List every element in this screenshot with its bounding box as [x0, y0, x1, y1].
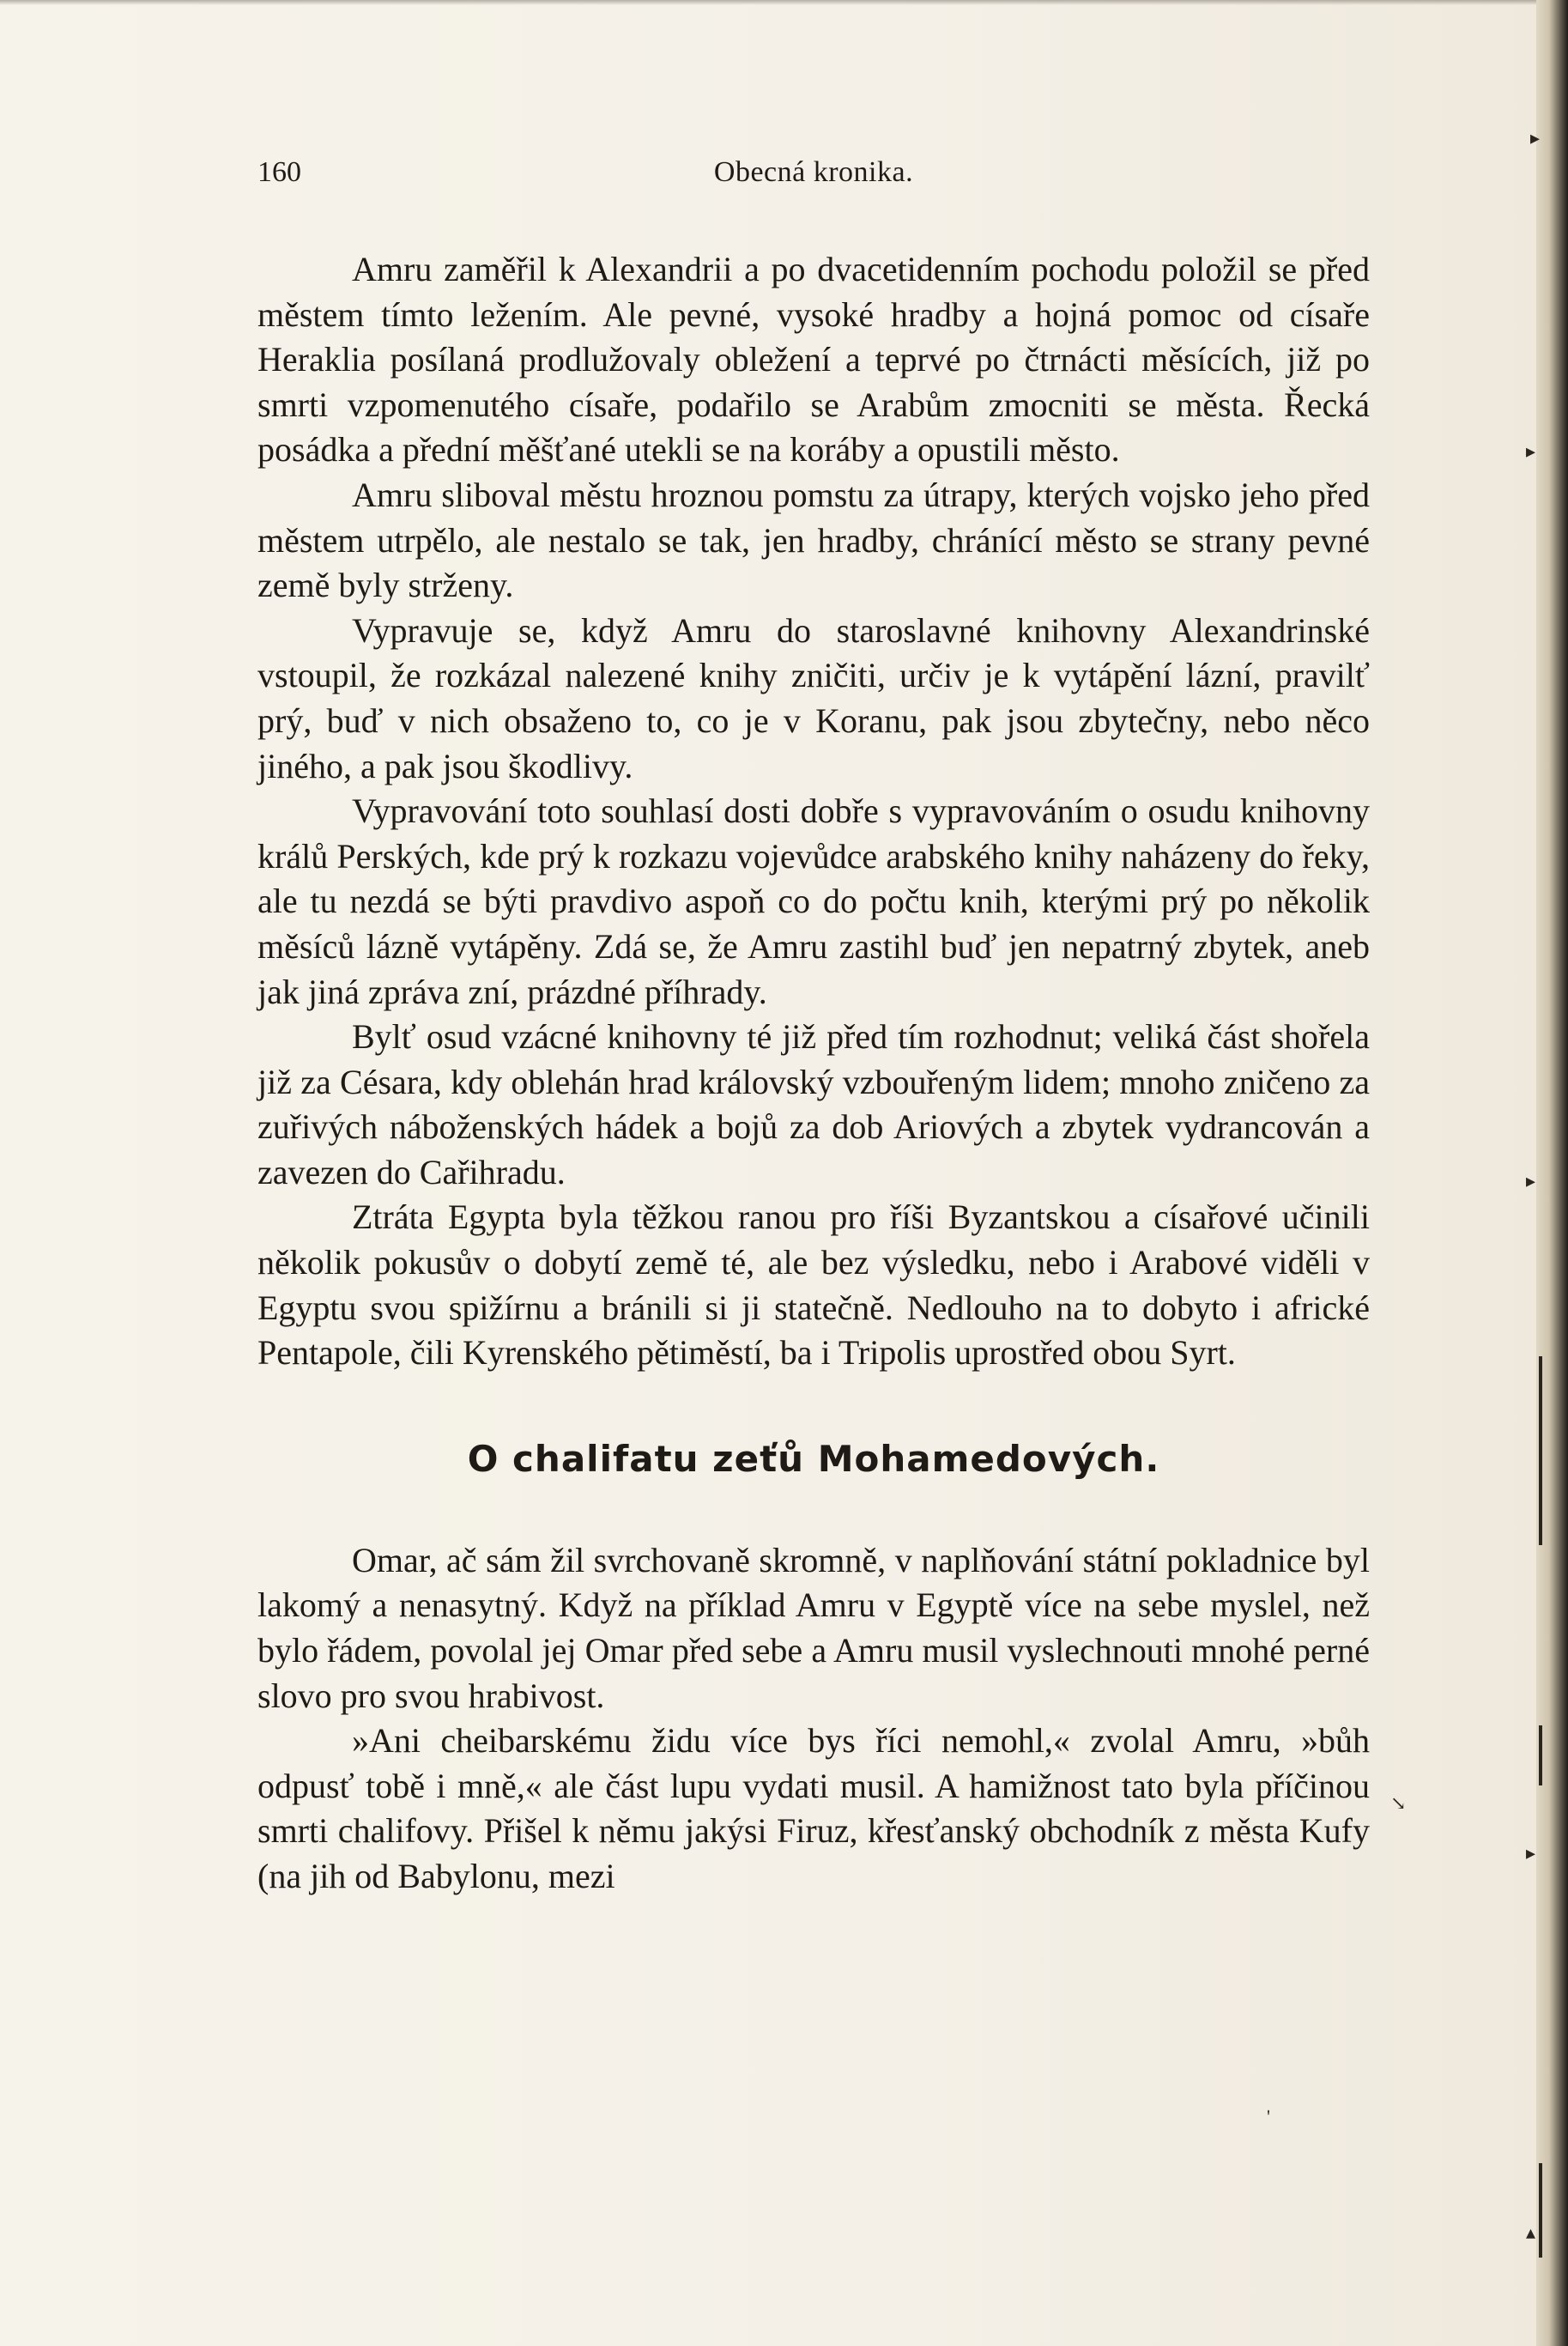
- margin-line: [1539, 2163, 1542, 2258]
- paragraph: Omar, ač sám žil svrchovaně skromně, v naplňování státní pokladnice byl lakomý a nenasytný. Když na příklad Amru v Egyptě více na sebe myslel, než bylo řádem, povolal jej Omar před sebe a Amru musil vyslechnouti mnohé perné slovo pro svou hrabivost.: [257, 1540, 1370, 1715]
- running-title: Obecná kronika.: [713, 156, 914, 188]
- paragraph: »Ani cheibarskému židu více bys říci nemohl,« zvolal Amru, »bůh odpusť tobě i mně,« ale část lupu vydati musil. A hamižnost tato byla příčinou smrti chalifovy. Přišel k němu jakýsi Firuz, křesťanský obchodník z města Kufy (na jih od Babylonu, mezi: [257, 1721, 1370, 1895]
- margin-mark: ▴: [1526, 2222, 1536, 2243]
- paragraph: Amru sliboval městu hroznou pomstu za útrapy, kterých vojsko jeho před městem utrpělo, ale nestalo se tak, jen hradby, chránící město se strany pevné země byly strženy.: [257, 475, 1370, 605]
- margin-mark: ▸: [1526, 440, 1536, 462]
- running-head: [257, 156, 1370, 199]
- paragraph: Amru zaměřil k Alexandrii a po dvacetidenním pochodu položil se před městem tímto ležením. Ale pevné, vysoké hradby a hojná pomoc od císaře Heraklia posílaná prodlužovaly obležení a teprvé po čtrnácti měsících, již po smrti vzpomenutého císaře, podařilo se Arabům zmocniti se města. Řecká posádka a přední měšťané utekli se na koráby a opustili město.: [257, 250, 1370, 470]
- page-number: 160: [257, 156, 301, 188]
- paragraph: Vypravování toto souhlasí dosti dobře s vypravováním o osudu knihovny králů Perských, kde prý k rozkazu vojevůdce arabského knihy naházeny do řeky, ale tu nezdá se býti pravdivo aspoň co do počtu knih, kterými prý po několik měsíců lázně vytápěny. Zdá se, že Amru zastihl buď jen nepatrný zbytek, aneb jak jiná zpráva zní, prázdné příhrady.: [257, 791, 1370, 1011]
- paragraph: Vypravuje se, když Amru do staroslavné knihovny Alexandrinské vstoupil, že rozkázal nalezené knihy zničiti, určiv je k vytápění lázní, pravilť prý, buď v nich obsaženo to, co je v Koranu, pak jsou zbytečny, nebo něco jiného, a pak jsou škodlivy.: [257, 610, 1370, 785]
- section-heading: O chalifatu zeťů Mohamedových.: [467, 1437, 1160, 1480]
- top-shadow: [0, 0, 1536, 5]
- margin-mark: ▸: [1526, 1170, 1536, 1191]
- margin-mark: ': [1267, 2106, 1270, 2127]
- paragraph: Ztráta Egypta byla těžkou ranou pro říši Byzantskou a císařové učinili několik pokusův o dobytí země té, ale bez výsledku, nebo i Arabové viděli v Egyptu svou spižírnu a bránili si ji statečně. Nedlouho na to dobyto i africké Pentapole, čili Kyrenského pětiměstí, ba i Tripolis uprostřed obou Syrt.: [257, 1197, 1370, 1373]
- paragraph: Bylť osud vzácné knihovny té již před tím rozhodnut; veliká část shořela již za Césara, kdy oblehán hrad královský vzbouřeným lidem; mnoho zničeno za zuřivých náboženských hádek a bojů za dob Ariových a zbytek vydrancován a zavezen do Cařihradu.: [257, 1017, 1370, 1191]
- body-text: [257, 247, 1370, 1900]
- margin-line: [1539, 1725, 1542, 1785]
- page-edge: [1536, 0, 1568, 2346]
- margin-mark: ↘: [1390, 1792, 1407, 1814]
- margin-line: [1539, 1356, 1542, 1545]
- margin-mark: ▸: [1526, 1842, 1536, 1864]
- margin-mark: ▸: [1530, 127, 1541, 149]
